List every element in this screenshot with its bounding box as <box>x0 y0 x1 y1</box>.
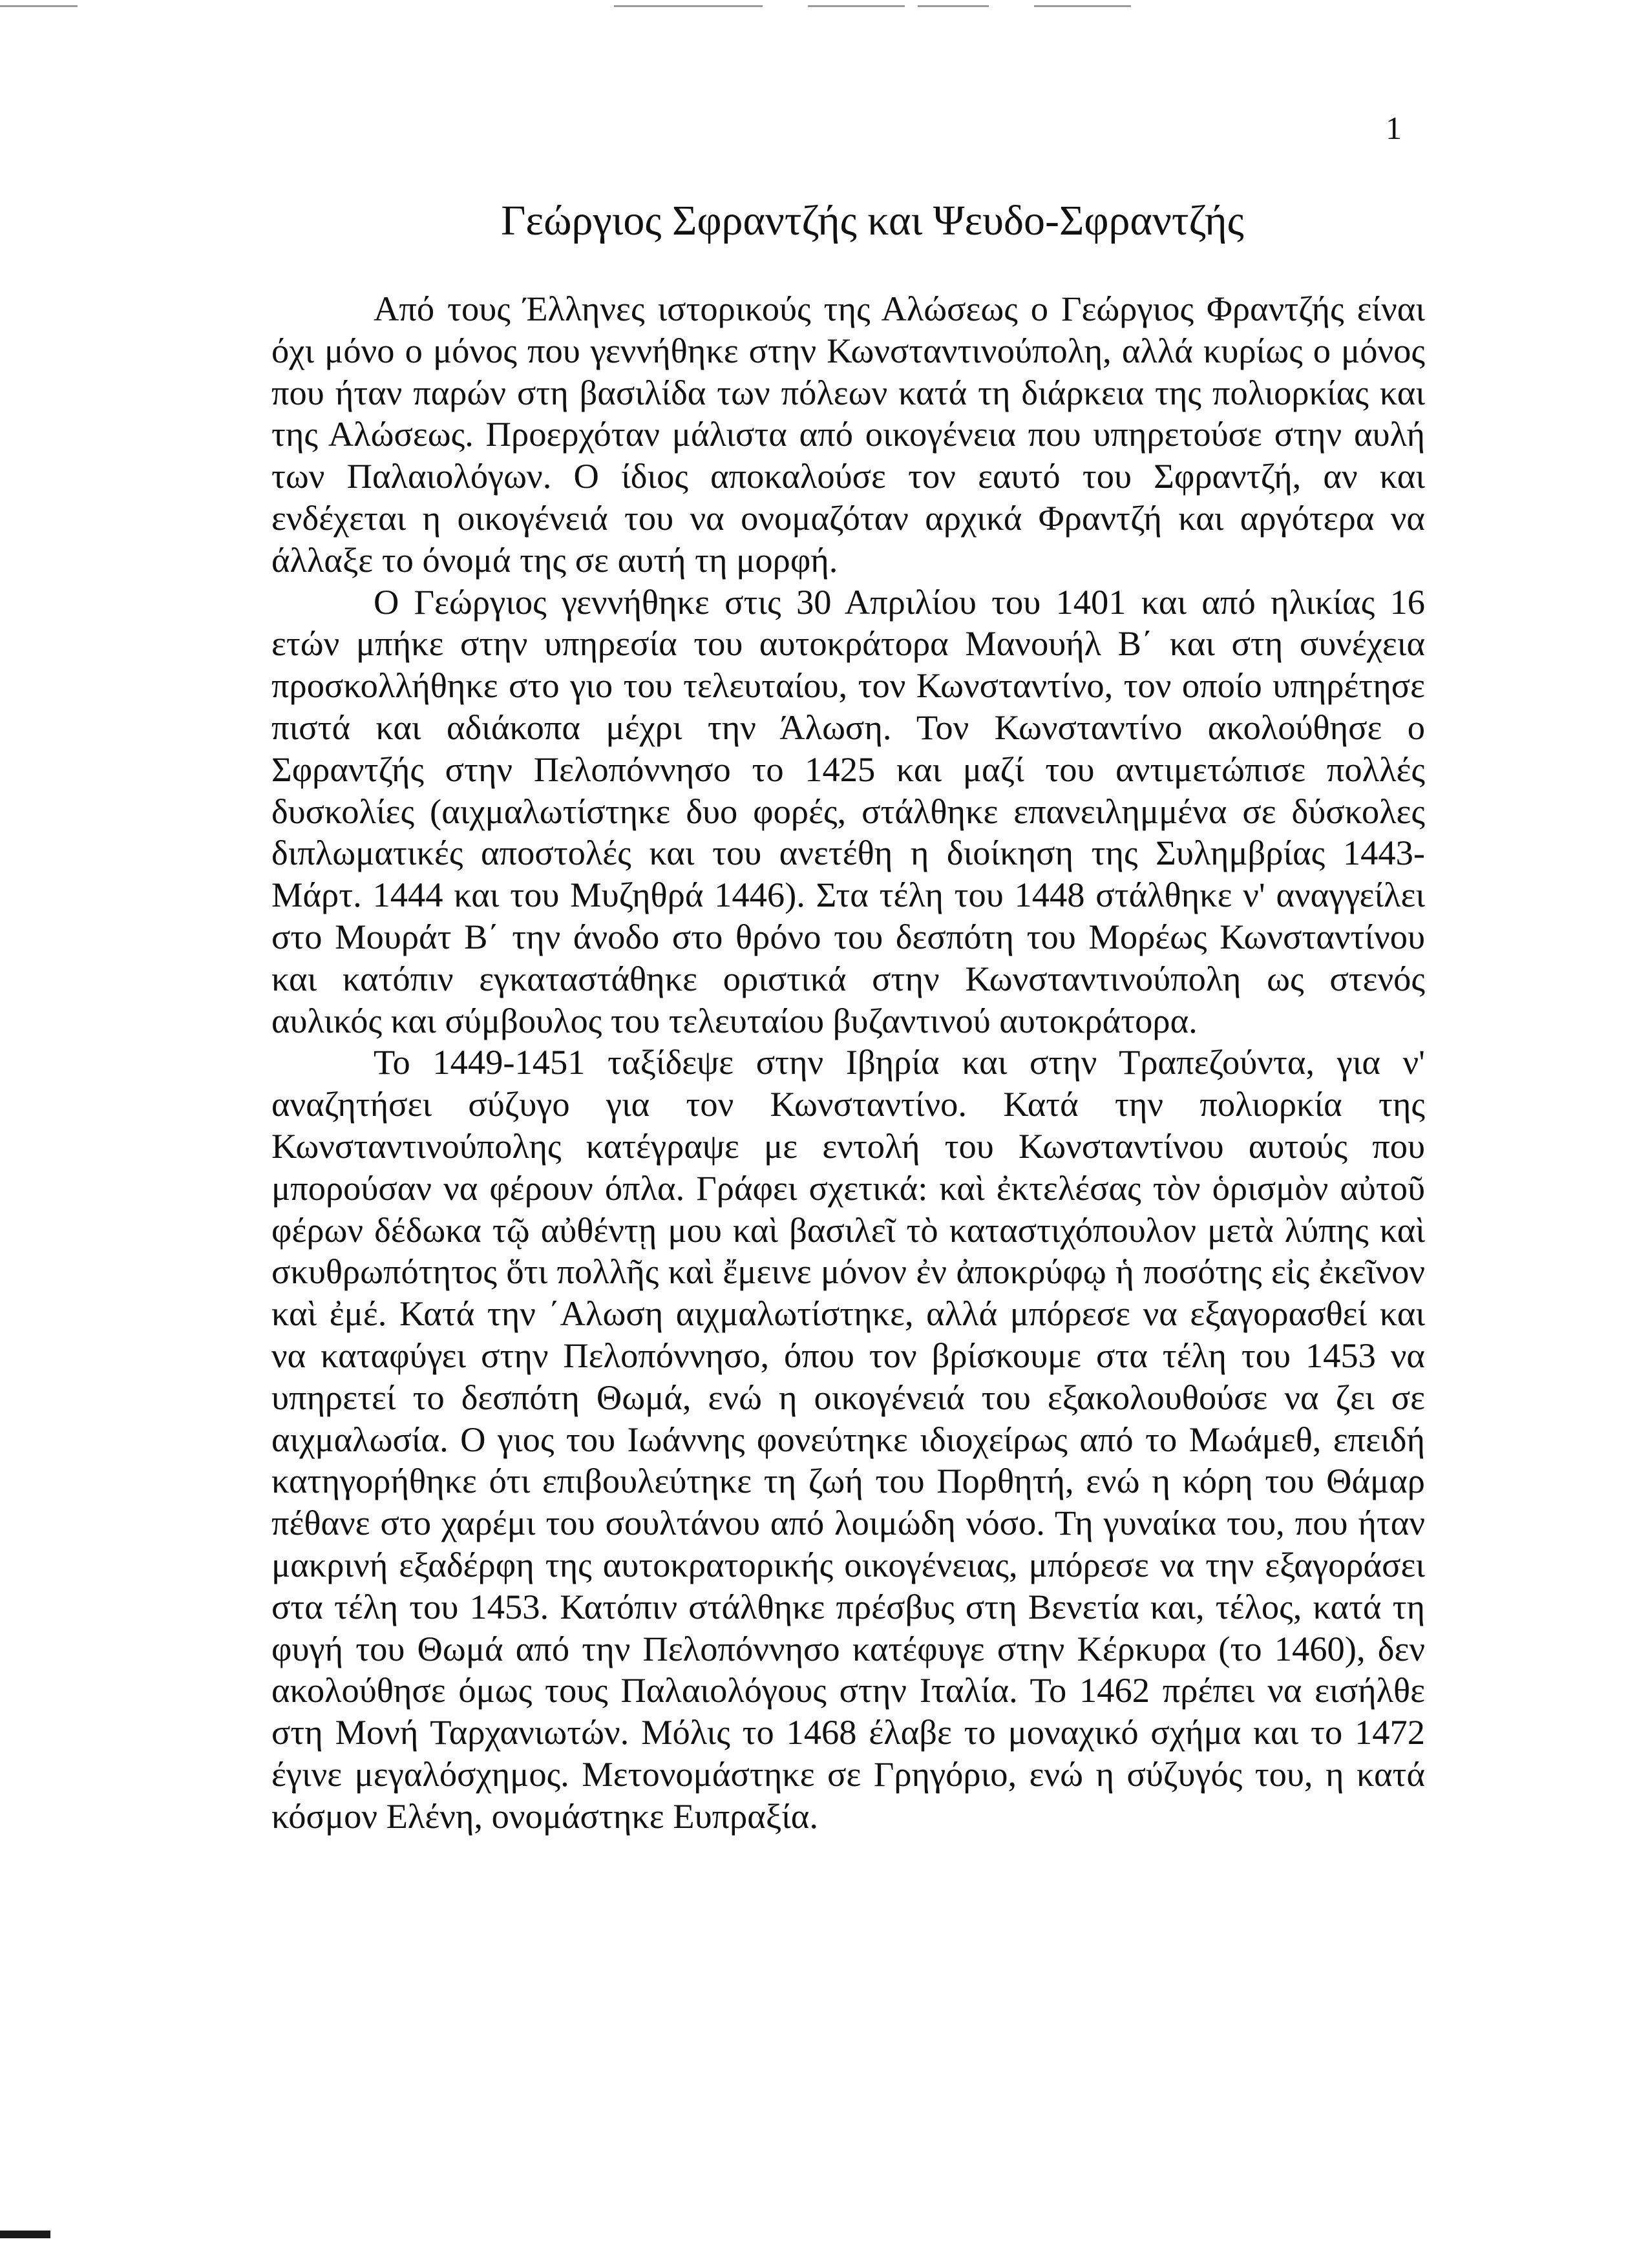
document-body <box>271 288 1425 1837</box>
scan-artifact-top-4 <box>918 5 989 7</box>
page-title: Γεώργιος Σφραντζής και Ψευδο-Σφραντζής <box>501 197 1244 244</box>
paragraph-2: Ο Γεώργιος γεννήθηκε στις 30 Απριλίου του 1401 και από ηλικίας 16 ετών μπήκε στην υπηρεσία του αυτοκράτορα Μανουήλ Β΄ και στη συνέχεια προσκολλήθηκε στο γιο του τελευταίου, τον Κωνσταντίνο, τον οποίο υπηρέτησε πιστά και αδιάκοπα μέχρι την Άλωση. Τον Κωνσταντίνο ακολούθησε ο Σφραντζής στην Πελοπόννησο το 1425 και μαζί του αντιμετώπισε πολλές δυσκολίες (αιχμαλωτίστηκε δυο φορές, στάλθηκε επανειλημμένα σε δύσκολες διπλωματικές αποστολές και του ανετέθη η διοίκηση της Συλημβρίας 1443-Μάρτ. 1444 και του Μυζηθρά 1446). Στα τέλη του 1448 στάλθηκε ν' αναγγείλει στο Μουράτ Β΄ την άνοδο στο θρόνο του δεσπότη του Μορέως Κωνσταντίνου και κατόπιν εγκαταστάθηκε οριστικά στην Κωνσταντινούπολη ως στενός αυλικός και σύμβουλος του τελευταίου βυζαντινού αυτοκράτορα. <box>271 582 1425 1040</box>
scan-artifact-bottom <box>0 2231 50 2238</box>
scan-artifact-top-3 <box>808 5 905 7</box>
page-number: 1 <box>1386 110 1402 146</box>
scan-artifact-top-2 <box>614 5 763 7</box>
paragraph-1: Από τους Έλληνες ιστορικούς της Αλώσεως ο Γεώργιος Φραντζής είναι όχι μόνο ο μόνος που γεννήθηκε στην Κωνσταντινούπολη, αλλά κυρίως ο μόνος που ήταν παρών στη βασιλίδα των πόλεων κατά τη διάρκεια της πολιορκίας και της Αλώσεως. Προερχόταν μάλιστα από οικογένεια που υπηρετούσε στην αυλή των Παλαιολόγων. Ο ίδιος αποκαλούσε τον εαυτό του Σφραντζή, αν και ενδέχεται η οικογένειά του να ονομαζόταν αρχικά Φραντζή και αργότερα να άλλαξε το όνομά της σε αυτή τη μορφή. <box>271 289 1425 580</box>
paragraph-3: Το 1449-1451 ταξίδεψε στην Ιβηρία και στην Τραπεζούντα, για ν' αναζητήσει σύζυγο για τον Κωνσταντίνο. Κατά την πολιορκία της Κωνσταντινούπολης κατέγραψε με εντολή του Κωνσταντίνου αυτούς που μπορούσαν να φέρουν όπλα. Γράφει σχετικά: καὶ ἐκτελέσας τὸν ὁρισμὸν αὐτοῦ φέρων δέδωκα τῷ αὐθέντῃ μου καὶ βασιλεῖ τὸ καταστιχόπουλον μετὰ λύπης καὶ σκυθρωπότητος ὅτι πολλῆς καὶ ἔμεινε μόνον ἐν ἀποκρύφῳ ἡ ποσότης εἰς ἐκεῖνον καὶ ἐμέ. Κατά την ΄Αλωση αιχμαλωτίστηκε, αλλά μπόρεσε να εξαγορασθεί και να καταφύγει στην Πελοπόννησο, όπου τον βρίσκουμε στα τέλη του 1453 να υπηρετεί το δεσπότη Θωμά, ενώ η οικογένειά του εξακολουθούσε να ζει σε αιχμαλωσία. Ο γιος του Ιωάννης φονεύτηκε ιδιοχείρως από το Μωάμεθ, επειδή κατηγορήθηκε ότι επιβουλεύτηκε τη ζωή του Πορθητή, ενώ η κόρη του Θάμαρ πέθανε στο χαρέμι του σουλτάνου από λοιμώδη νόσο. Τη γυναίκα του, που ήταν μακρινή εξαδέρφη της αυτοκρατορικής οικογένειας, μπόρεσε να την εξαγοράσει στα τέλη του 1453. Κατόπιν στάλθηκε πρέσβυς στη Βενετία και, τέλος, κατά τη φυγή του Θωμά από την Πελοπόννησο κατέφυγε στην Κέρκυρα (το 1460), δεν ακολούθησε όμως τους Παλαιολόγους στην Ιταλία. Το 1462 πρέπει να εισήλθε στη Μονή Ταρχανιωτών. Μόλις το 1468 έλαβε το μοναχικό σχήμα και το 1472 έγινε μεγαλόσχημος. Μετονομάστηκε σε Γρηγόριο, ενώ η σύζυγός του, η κατά κόσμον Ελένη, ονομάστηκε Ευπραξία. <box>271 1042 1425 1836</box>
scan-artifact-top-1 <box>0 5 78 7</box>
scan-artifact-top-5 <box>1034 5 1131 7</box>
